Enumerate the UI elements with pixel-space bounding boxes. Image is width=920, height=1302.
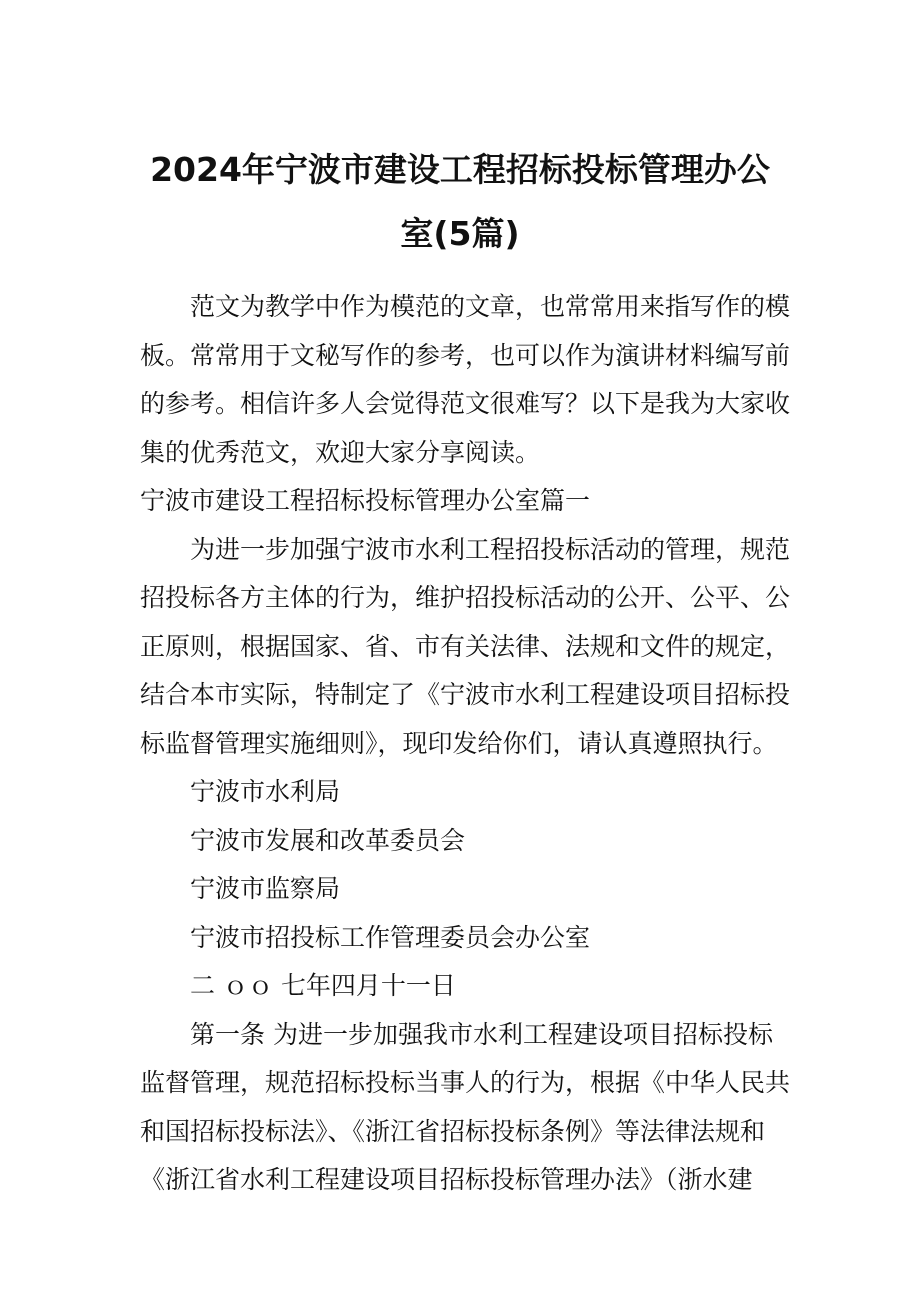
date-text: 二 ｏｏ 七年四月十一日	[190, 971, 456, 1000]
article-line: 监督管理，规范招标投标当事人的行为，根据《中华人民共	[140, 1068, 791, 1097]
intro-paragraph	[140, 283, 790, 477]
signatory-item	[140, 817, 790, 866]
signatory-item	[140, 768, 790, 817]
signatory-text: 宁波市发展和改革委员会	[190, 825, 466, 855]
section-heading-text: 宁波市建设工程招标投标管理办公室篇一	[140, 486, 591, 515]
signatory-text: 宁波市监察局	[190, 874, 341, 903]
notice-line: 正原则，根据国家、省、市有关法律、法规和文件的规定，	[140, 631, 791, 661]
intro-line: 集的优秀范文，欢迎大家分享阅读。	[140, 437, 541, 467]
document-title	[130, 138, 790, 266]
signatory-text: 宁波市招投标工作管理委员会办公室	[190, 922, 591, 952]
article-line: 《浙江省水利工程建设项目招标投标管理办法》（浙水建	[140, 1165, 753, 1194]
notice-line: 标监督管理实施细则》，现印发给你们，请认真遵照执行。	[140, 728, 778, 758]
notice-line: 为进一步加强宁波市水利工程招投标活动的管理，规范	[190, 534, 791, 564]
title-line-1: 2024年宁波市建设工程招标投标管理办公	[150, 150, 770, 189]
article-line: 第一条 为进一步加强我市水利工程建设项目招标投标	[190, 1019, 773, 1049]
signatory-item	[140, 914, 790, 963]
document-body	[140, 283, 790, 1205]
article-line: 和国招标投标法》、《浙江省招标投标条例》等法律法规和	[140, 1116, 766, 1146]
notice-line: 招投标各方主体的行为，维护招投标活动的公开、公平、公	[140, 583, 791, 612]
document-date	[140, 962, 790, 1011]
intro-line: 范文为教学中作为模范的文章，也常常用来指写作的模	[190, 292, 791, 321]
title-line-2: 室(5篇)	[400, 214, 520, 253]
notice-line: 结合本市实际，特制定了《宁波市水利工程建设项目招标投	[140, 680, 791, 709]
signatory-text: 宁波市水利局	[190, 777, 341, 806]
signatory-item	[140, 865, 790, 914]
intro-line: 的参考。相信许多人会觉得范文很难写？以下是我为大家收	[140, 389, 791, 418]
intro-line: 板。常常用于文秘写作的参考，也可以作为演讲材料编写前	[140, 340, 791, 370]
article-paragraph	[140, 1011, 790, 1205]
notice-paragraph	[140, 526, 790, 769]
section-heading	[140, 477, 790, 526]
